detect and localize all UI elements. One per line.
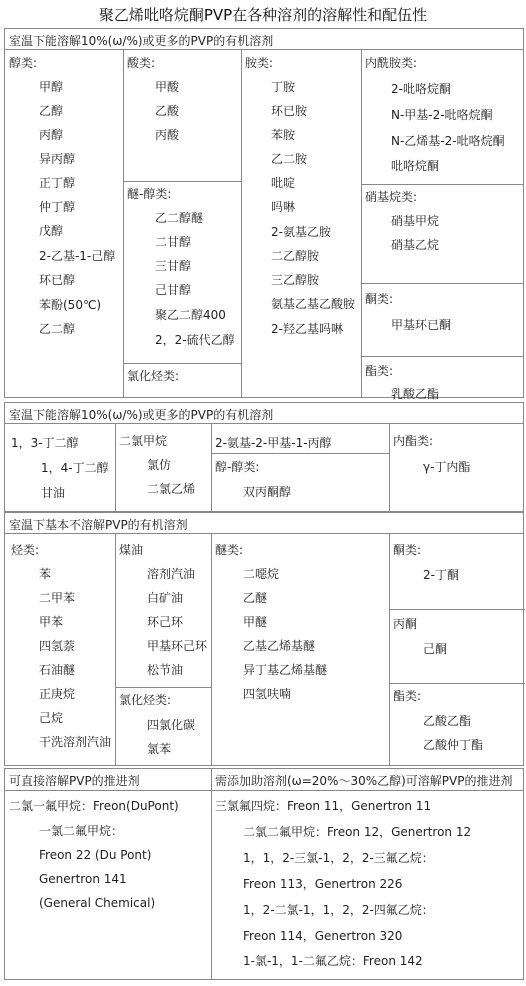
list-item: Freon 113，Genertron 226 xyxy=(243,877,403,891)
list-item: 硝基乙烷 xyxy=(391,238,440,252)
section-header: 室温下能溶解10%(ω/%)或更多的PVP的有机溶剂 xyxy=(5,403,523,424)
list-item: 2，2-硫代乙醇 xyxy=(155,333,235,347)
list-item: 二氯一氟甲烷：Freon(DuPont) xyxy=(9,799,179,813)
list-item: 二氯二氟甲烷：Freon 12，Genertron 12 xyxy=(243,825,472,839)
ether-alcohols-cell xyxy=(123,181,241,363)
ketones-heading: 酮类: xyxy=(393,543,422,557)
list-item: 甲苯 xyxy=(39,615,64,629)
list-item: 乙二醇醚 xyxy=(155,211,204,225)
section-header: 室温下基本不溶解PVP的有机溶剂 xyxy=(5,513,523,534)
propellants-cosolvent-header: 需添加助溶剂(ω=20%～30%乙醇)可溶解PVP的推进剂 xyxy=(215,774,513,788)
list-item: 吡啶 xyxy=(271,176,296,190)
list-item: 四氯化碳 xyxy=(147,718,196,732)
propellants-direct-header: 可直接溶解PVP的推进剂 xyxy=(9,774,140,788)
alcohols-heading: 醇类: xyxy=(9,56,38,70)
acids-cell xyxy=(123,50,241,181)
list-item: 四氢呋喃 xyxy=(243,687,292,701)
list-item: 正庚烷 xyxy=(39,687,76,701)
list-item: 二甘醇 xyxy=(155,235,192,249)
acetone-heading: 丙酮 xyxy=(393,617,418,631)
nitroalkanes-cell xyxy=(361,184,523,283)
list-item: 聚乙二醇400 xyxy=(155,308,226,322)
list-item: 溶剂汽油 xyxy=(147,567,196,581)
list-item: 乙酸仲丁酯 xyxy=(423,738,484,752)
list-item: 2-乙基-1-己醇 xyxy=(39,249,116,263)
lactams-cell xyxy=(361,50,523,184)
list-item: 环已醇 xyxy=(39,273,76,287)
list-item: 双丙酮醇 xyxy=(243,485,292,499)
list-item: 二噁烷 xyxy=(243,567,280,581)
list-item: 三氯氟四烷：Freon 11，Genertron 11 xyxy=(215,799,432,813)
list-item: 环已胺 xyxy=(271,104,308,118)
acids-heading: 酸类: xyxy=(127,56,156,70)
alcohols-cell xyxy=(5,50,123,398)
list-item: (General Chemical) xyxy=(39,896,156,910)
section-header: 室温下能溶解10%(ω/%)或更多的PVP的有机溶剂 xyxy=(5,29,523,50)
ether-alcohols-heading: 醚-醇类: xyxy=(127,187,172,201)
list-item: 己甘醇 xyxy=(155,283,192,297)
section-soluble-organic-solvents xyxy=(4,28,524,401)
list-item: 氯仿 xyxy=(147,458,172,472)
list-item: 白矿油 xyxy=(147,591,184,605)
list-item: 仲丁醇 xyxy=(39,200,76,214)
list-item: 甲酸 xyxy=(155,80,180,94)
esters-heading: 酯类: xyxy=(393,689,422,703)
list-item: 硝基甲烷 xyxy=(391,214,440,228)
list-item: 1，3-丁二醇 xyxy=(11,436,79,450)
chlorinated-heading: 氯化烃类: xyxy=(119,693,172,707)
chlorinated-heading: 氯化烃类: xyxy=(127,369,180,383)
list-item: 2-丁酮 xyxy=(423,568,459,582)
list-item: 三甘醇 xyxy=(155,259,192,273)
list-item: 1，1，2-三氯-1，2，2-三氟乙烷： xyxy=(243,851,434,865)
hydrocarbons-heading: 烃类: xyxy=(11,543,40,557)
list-item: 乙醚 xyxy=(243,591,268,605)
list-item: 石油醚 xyxy=(39,663,76,677)
list-item: 甲基环己环 xyxy=(147,639,208,653)
list-item: γ-丁内酯 xyxy=(423,460,471,474)
list-item: 正丁醇 xyxy=(39,176,76,190)
list-item: 2-氨基-2-甲基-1-丙醇 xyxy=(215,436,332,450)
list-item: 乙酸 xyxy=(155,104,180,118)
ether-alcohols-heading: 醇-醇类: xyxy=(215,460,260,474)
list-item: 氯苯 xyxy=(147,742,172,756)
list-item: 乙酸乙酯 xyxy=(423,714,472,728)
list-item: 三乙醇胺 xyxy=(271,273,320,287)
list-item: 吡咯烷酮 xyxy=(391,159,440,173)
list-item: 己烷 xyxy=(39,711,64,725)
ketones-heading: 酮类: xyxy=(365,292,394,306)
list-item: 氨基乙基乙酸胺 xyxy=(271,297,356,311)
list-item: 甲醚 xyxy=(243,615,268,629)
list-item: 戊醇 xyxy=(39,224,64,238)
list-item: 丙酸 xyxy=(155,128,180,142)
list-item: N-甲基-2-吡咯烷酮 xyxy=(391,108,493,122)
list-item: 1，4-丁二醇 xyxy=(41,461,109,475)
list-item: 甲基环已酮 xyxy=(391,318,452,332)
list-item: 苯胺 xyxy=(271,128,296,142)
page-title: 聚乙烯吡咯烷酮PVP在各种溶剂的溶解性和配伍性 xyxy=(98,6,428,24)
list-item: Genertron 141 xyxy=(39,872,127,886)
list-item: 松节油 xyxy=(147,663,184,677)
lactones-heading: 内酯类: xyxy=(393,434,434,448)
lactams-heading: 内酰胺类: xyxy=(365,56,418,70)
section-insoluble-organic-solvents xyxy=(4,512,524,766)
list-item: 吗啉 xyxy=(271,200,296,214)
list-item: 苯 xyxy=(39,567,52,581)
ethers-heading: 醚类: xyxy=(215,543,244,557)
esters-heading: 酯类: xyxy=(365,364,394,378)
section-propellants xyxy=(4,768,524,980)
list-item: 2-吡咯烷酮 xyxy=(391,82,451,96)
ketones-cell xyxy=(361,283,523,356)
list-item: 乳酸乙酯 xyxy=(391,387,440,401)
amines-heading: 胺类: xyxy=(245,56,274,70)
kerosene-heading: 煤油 xyxy=(119,543,144,557)
list-item: 二乙醇胺 xyxy=(271,249,320,263)
list-item: 二氯甲烷 xyxy=(119,434,168,448)
section-soluble-organic-solvents-2 xyxy=(4,402,524,512)
list-item: 甲醇 xyxy=(39,80,64,94)
chlorinated-cell xyxy=(123,363,241,398)
list-item: 乙醇 xyxy=(39,104,64,118)
list-item: 异丁基乙烯基醚 xyxy=(243,663,328,677)
esters-cell xyxy=(361,356,523,401)
list-item: 丙醇 xyxy=(39,128,64,142)
list-item: 四氢萘 xyxy=(39,639,76,653)
list-item: 干洗溶剂汽油 xyxy=(39,735,112,749)
list-item: 1-氯-1，1-二氟乙烷：Freon 142 xyxy=(243,954,423,968)
list-item: 苯酚(50℃) xyxy=(39,298,102,312)
list-item: 二氯乙烯 xyxy=(147,482,196,496)
list-item: 二甲苯 xyxy=(39,591,76,605)
list-item: 2-氨基乙胺 xyxy=(271,225,331,239)
list-item: Freon 114，Genertron 320 xyxy=(243,929,403,943)
list-item: 2-羟乙基吗啉 xyxy=(271,322,343,336)
amines-cell xyxy=(241,50,361,398)
list-item: 异丙醇 xyxy=(39,152,76,166)
list-item: 乙基乙烯基醚 xyxy=(243,639,316,653)
list-item: 乙二醇 xyxy=(39,322,76,336)
list-item: Freon 22 (Du Pont) xyxy=(39,848,152,862)
list-item: 乙二胺 xyxy=(271,152,308,166)
list-item: 己酮 xyxy=(423,642,448,656)
list-item: N-乙烯基-2-吡咯烷酮 xyxy=(391,134,505,148)
list-item: 一氯二氟甲烷： xyxy=(39,824,124,838)
list-item: 环己环 xyxy=(147,615,184,629)
list-item: 甘油 xyxy=(41,486,66,500)
list-item: 1，2-二氯-1，1，2，2-四氟乙烷： xyxy=(243,903,434,917)
nitroalkanes-heading: 硝基烷类: xyxy=(365,190,418,204)
list-item: 丁胺 xyxy=(271,80,296,94)
